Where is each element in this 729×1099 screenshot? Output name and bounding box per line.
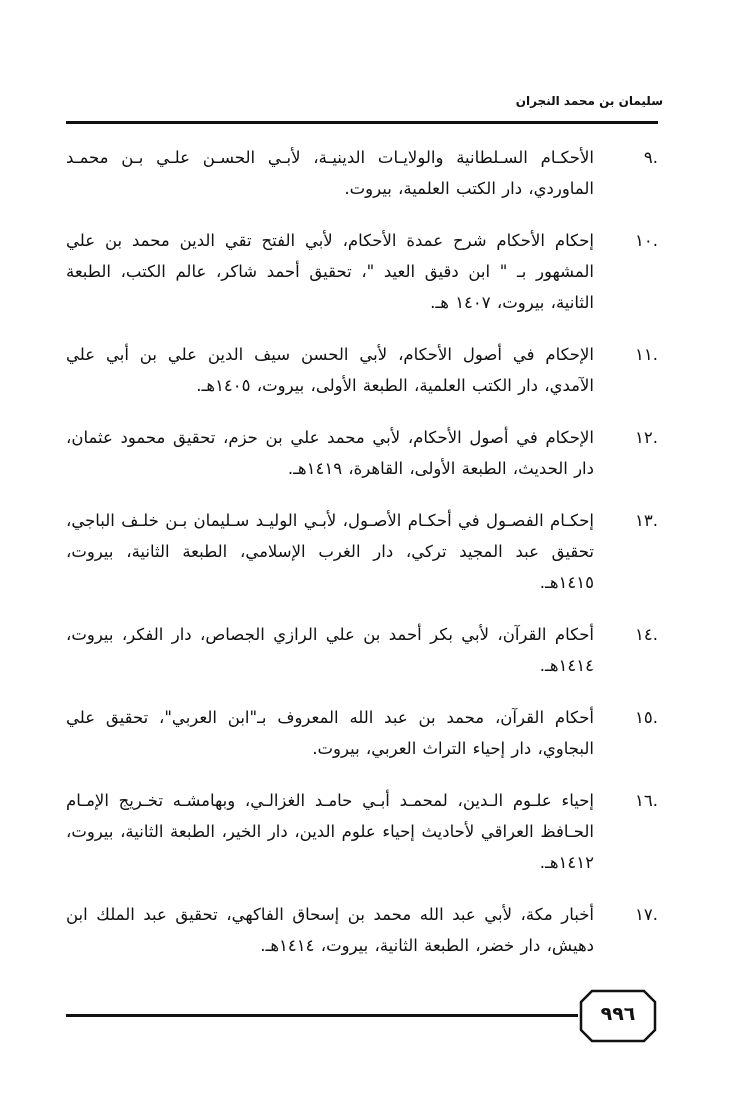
bibliography-entry-16 — [66, 785, 658, 878]
page-number-badge — [578, 988, 658, 1044]
bibliography-list — [66, 142, 658, 982]
bibliography-entry-9 — [66, 142, 658, 204]
entry-text: إحكام الأحكام شرح عمدة الأحكام، لأبي الفتح تقي الدين محمد بن علي المشهور بـ " ابن دقيق العيد "، تحقيق أحمد شاكر، عالم الكتب، الطبعة الثانية، بيروت، ١٤٠٧ هـ. — [66, 231, 594, 312]
entry-text: الإحكام في أصول الأحكام، لأبي الحسن سيف الدين علي بن أبي علي الآمدي، دار الكتب العلمية، الطبعة الأولى، بيروت، ١٤٠٥هـ. — [66, 345, 594, 395]
entry-number: .٩ — [643, 148, 658, 167]
bibliography-entry-10 — [66, 225, 658, 318]
entry-text: أخبار مكة، لأبي عبد الله محمد بن إسحاق الفاكهي، تحقيق عبد الملك ابن دهيش، دار خضر، الطبعة الثانية، بيروت، ١٤١٤هـ. — [66, 905, 594, 955]
bibliography-entry-12 — [66, 422, 658, 484]
entry-number: .١١ — [635, 345, 658, 364]
bibliography-entry-15 — [66, 702, 658, 764]
entry-text: أحكام القرآن، لأبي بكر أحمد بن علي الرازي الجصاص، دار الفكر، بيروت، ١٤١٤هـ. — [66, 625, 594, 675]
entry-text: الإحكام في أصول الأحكام، لأبي محمد علي بن حزم، تحقيق محمود عثمان، دار الحديث، الطبعة الأولى، القاهرة، ١٤١٩هـ. — [66, 428, 594, 478]
header-rule — [66, 121, 658, 124]
entry-number: .١٤ — [635, 625, 658, 644]
entry-number: .١٧ — [635, 905, 658, 924]
running-header: سليمان بن محمد النجران — [515, 94, 663, 108]
entry-text: الأحكـام السـلطانية والولايـات الدينيـة، لأبـي الحسـن علـي بـن محمـد الماوردي، دار الكتب العلمية، بيروت. — [66, 148, 594, 198]
bibliography-entry-13 — [66, 505, 658, 598]
entry-number: .١٢ — [635, 428, 658, 447]
entry-number: .١٦ — [635, 791, 658, 810]
entry-text: إحكـام الفصـول في أحكـام الأصـول، لأبـي الوليـد سـليمان بـن خلـف الباجي، تحقيق عبد المجيد تركي، دار الغرب الإسلامي، الطبعة الثانية، بيروت، ١٤١٥هـ. — [66, 511, 594, 592]
entry-text: أحكام القرآن، محمد بن عبد الله المعروف بـ"ابن العربي"، تحقيق علي البجاوي، دار إحياء التراث العربي، بيروت. — [66, 708, 594, 758]
entry-number: .١٣ — [635, 511, 658, 530]
page-number: ٩٩٦ — [600, 1003, 636, 1025]
entry-number: .١٠ — [635, 231, 658, 250]
bibliography-entry-17 — [66, 899, 658, 961]
bibliography-entry-14 — [66, 619, 658, 681]
footer-rule — [66, 1014, 578, 1017]
entry-number: .١٥ — [635, 708, 658, 727]
bibliography-entry-11 — [66, 339, 658, 401]
entry-text: إحياء علـوم الـدين، لمحمـد أبـي حامـد الغزالـي، وبهامشـه تخـريج الإمـام الحـافظ العراقي لأحاديث إحياء علوم الدين، دار الخير، الطبعة الثانية، بيروت، ١٤١٢هـ. — [66, 791, 594, 872]
